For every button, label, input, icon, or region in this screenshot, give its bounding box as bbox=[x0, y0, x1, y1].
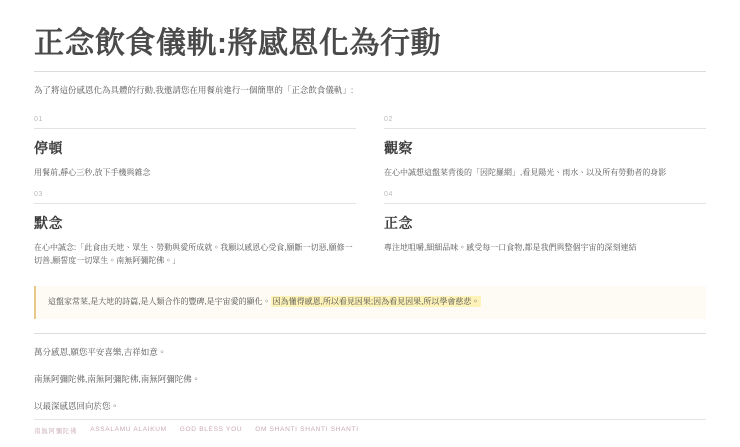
footer-blessing-item: ASSALAMU ALAIKUM bbox=[90, 426, 167, 433]
step-number: 01 bbox=[34, 115, 43, 123]
quote-highlight: 因為懂得感恩,所以看見因果;因為看見因果,所以學會慈悲。 bbox=[272, 296, 480, 306]
title-divider bbox=[34, 71, 706, 72]
step-item bbox=[34, 114, 356, 189]
step-text: 專注地咀嚼,細細品味。感受每一口食物,都是我們與整個宇宙的深刻連結 bbox=[384, 243, 637, 253]
step-divider bbox=[34, 128, 356, 129]
closing-line: 萬分感恩,願您平安喜樂,吉祥如意。 bbox=[34, 347, 167, 358]
step-title: 默念 bbox=[34, 215, 63, 232]
step-divider bbox=[384, 128, 706, 129]
closing-line: 南無阿彌陀佛,南無阿彌陀佛,南無阿彌陀佛。 bbox=[34, 373, 201, 384]
footer-blessing-item: OM SHANTI SHANTI SHANTI bbox=[255, 426, 359, 433]
footer-blessings bbox=[34, 426, 706, 435]
step-divider bbox=[34, 203, 356, 204]
closing-divider bbox=[34, 333, 706, 334]
step-title: 停頓 bbox=[34, 139, 63, 156]
step-number: 02 bbox=[384, 115, 393, 123]
step-title: 觀察 bbox=[384, 139, 413, 156]
quote-text: 這盤家常菜,是大地的詩篇,是人類合作的豐碑,是宇宙愛的顯化。 bbox=[48, 296, 271, 306]
step-title: 正念 bbox=[384, 215, 413, 232]
step-text: 在心中誠念:「此食由天地、眾生、勞動與愛所成就。我願以感恩心受食,願斷一切惡,願修一切善,願誓度一切眾生。南無阿彌陀佛。」 bbox=[34, 243, 353, 266]
step-item bbox=[384, 189, 706, 277]
closing-line: 以最深感恩回向於您。 bbox=[34, 400, 120, 411]
page-title: 正念飲食儀軌:將感恩化為行動 bbox=[34, 27, 441, 60]
step-item bbox=[384, 114, 706, 189]
step-number: 03 bbox=[34, 191, 43, 199]
steps-grid bbox=[34, 114, 706, 278]
quote-block bbox=[34, 286, 706, 320]
step-number: 04 bbox=[384, 191, 393, 199]
step-divider bbox=[384, 203, 706, 204]
footer-blessing-item: GOD BLESS YOU bbox=[179, 426, 243, 433]
intro-paragraph: 為了將這份感恩化為具體的行動,我邀請您在用餐前進行一個簡單的「正念飲食儀軌」: bbox=[34, 85, 354, 96]
footer-divider bbox=[34, 419, 706, 420]
step-item bbox=[34, 189, 356, 277]
step-text: 在心中誠想這盤菜背後的「因陀羅網」,看見陽光、雨水、以及所有勞動者的身影 bbox=[384, 167, 667, 177]
step-text: 用餐前,靜心三秒,放下手機與雜念 bbox=[34, 167, 151, 177]
page-footer bbox=[34, 419, 706, 435]
footer-blessing-item: 南無阿彌陀佛 bbox=[34, 428, 78, 435]
